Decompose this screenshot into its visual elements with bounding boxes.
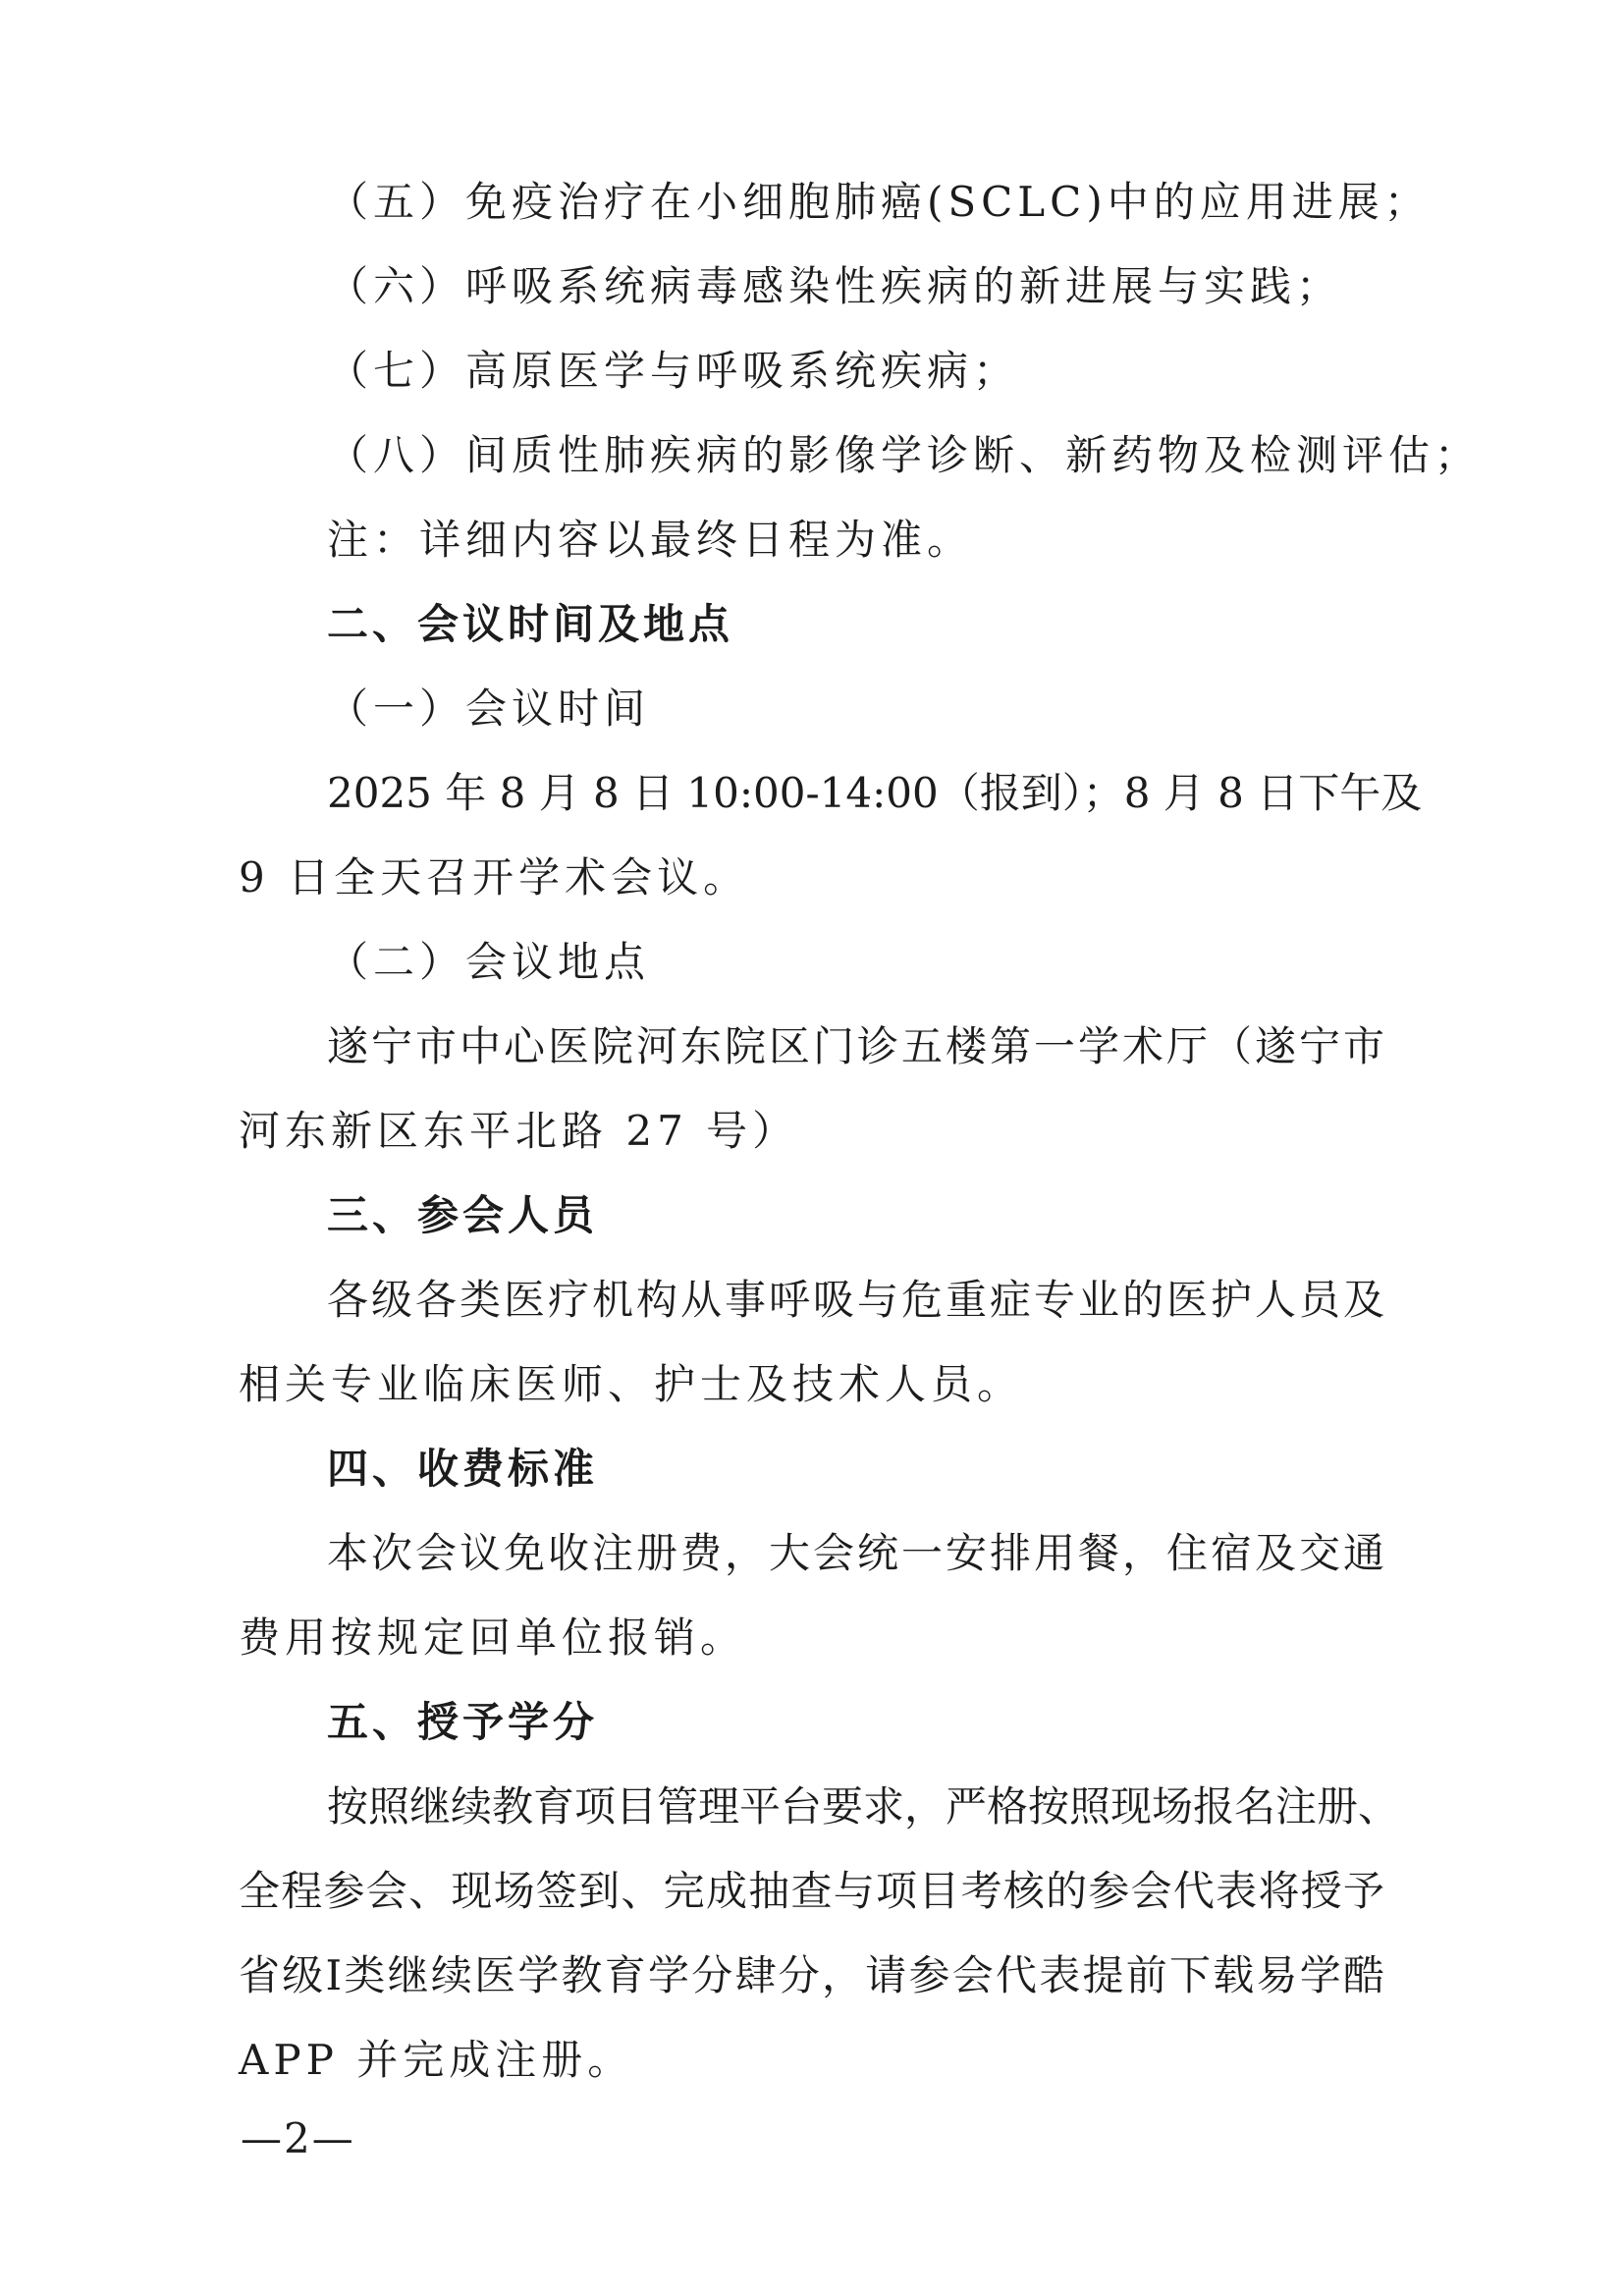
credits-line-1: 按照继续教育项目管理平台要求，严格按照现场报名注册、: [327, 1782, 1400, 1831]
agenda-item-7: （七）高原医学与呼吸系统疾病；: [327, 347, 1020, 395]
credits-line-4: APP 并完成注册。: [239, 2036, 634, 2084]
section-heading-attendees: 三、参会人员: [327, 1191, 599, 1239]
section-heading-fees: 四、收费标准: [327, 1445, 599, 1493]
meeting-time-line-1: 2025 年 8 月 8 日 10:00-14:00（报到）；8 月 8 日下午及: [327, 769, 1423, 817]
attendees-line-2: 相关专业临床医师、护士及技术人员。: [239, 1360, 1024, 1408]
subheading-meeting-time: （一）会议时间: [327, 684, 651, 733]
agenda-item-5: （五）免疫治疗在小细胞肺癌(SCLC)中的应用进展；: [327, 178, 1431, 226]
section-heading-time-place: 二、会议时间及地点: [327, 600, 734, 648]
credits-line-3: 省级Ⅰ类继续医学教育学分肆分，请参会代表提前下载易学酷: [239, 1951, 1384, 1999]
meeting-time-line-2: 9 日全天召开学术会议。: [239, 853, 750, 902]
agenda-item-8: （八）间质性肺疾病的影像学诊断、新药物及检测评估；: [327, 431, 1482, 479]
fees-line-1: 本次会议免收注册费，大会统一安排用餐，住宿及交通: [327, 1529, 1384, 1577]
fees-line-2: 费用按规定回单位报销。: [239, 1613, 747, 1662]
attendees-line-1: 各级各类医疗机构从事呼吸与危重症专业的医护人员及: [327, 1276, 1384, 1324]
section-heading-credits: 五、授予学分: [327, 1698, 599, 1746]
agenda-item-6: （六）呼吸系统病毒感染性疾病的新进展与实践；: [327, 262, 1343, 310]
meeting-place-line-1: 遂宁市中心医院河东院区门诊五楼第一学术厅（遂宁市: [327, 1022, 1384, 1070]
meeting-place-line-2: 河东新区东平北路 27 号）: [239, 1107, 799, 1155]
credits-line-2: 全程参会、现场签到、完成抽查与项目考核的参会代表将授予: [239, 1867, 1384, 1915]
agenda-note: 注：详细内容以最终日程为准。: [327, 516, 974, 564]
page-number: —2—: [241, 2114, 355, 2162]
subheading-meeting-place: （二）会议地点: [327, 938, 651, 986]
